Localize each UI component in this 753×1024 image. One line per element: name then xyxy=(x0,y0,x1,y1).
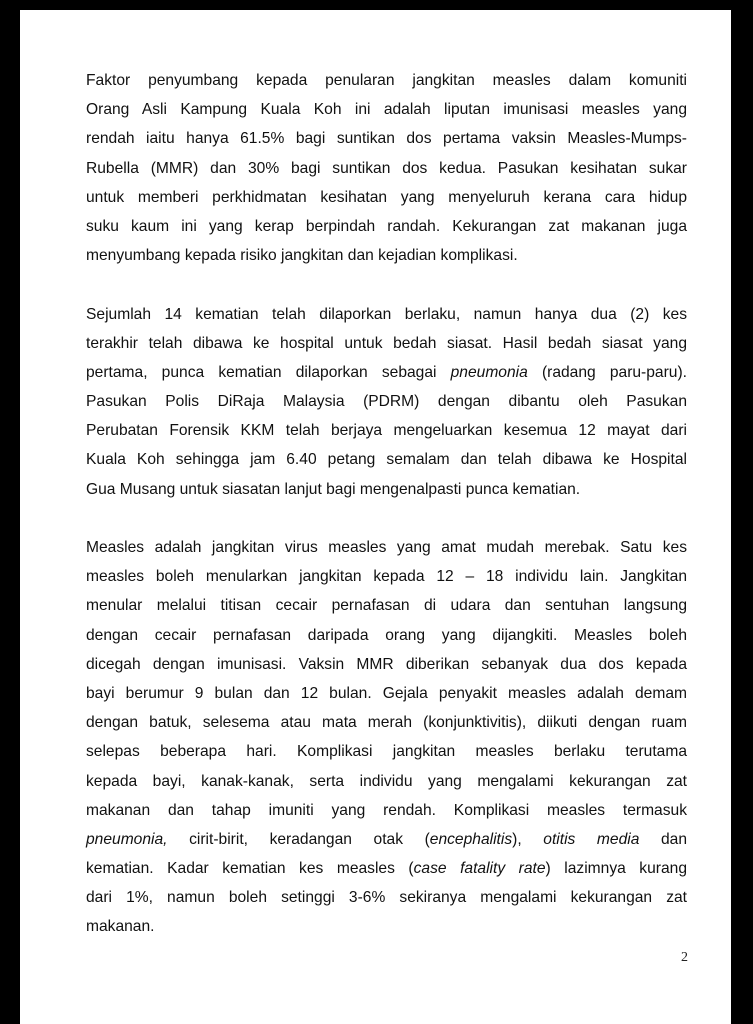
text-line xyxy=(86,737,687,766)
text-line xyxy=(86,241,687,270)
text-segment: makanan dan tahap imuniti yang rendah. Komplikasi measles termasuk xyxy=(86,801,687,819)
text-line xyxy=(86,124,687,153)
italic-term: otitis media xyxy=(543,830,640,848)
text-segment: cirit-birit, keradangan otak ( xyxy=(167,830,430,848)
text-line xyxy=(86,66,687,95)
text-segment: terakhir telah dibawa ke hospital untuk bedah siasat. Hasil bedah siasat yang xyxy=(86,334,687,352)
page-number: 2 xyxy=(681,950,688,965)
text-segment: Kuala Koh sehingga jam 6.40 petang semalam dan telah dibawa ke Hospital xyxy=(86,451,687,469)
text-segment: pertama, punca kematian dilaporkan sebagai xyxy=(86,363,451,381)
text-line xyxy=(86,621,687,650)
text-line xyxy=(86,679,687,708)
text-segment: menyumbang kepada risiko jangkitan dan kejadian komplikasi. xyxy=(86,247,518,265)
italic-term: case fatality rate xyxy=(413,860,546,878)
text-segment: kematian. Kadar kematian kes measles ( xyxy=(86,860,414,878)
paragraph-1 xyxy=(86,66,687,270)
text-segment: rendah iaitu hanya 61.5% bagi suntikan dos pertama vaksin Measles-Mumps- xyxy=(86,130,687,148)
text-line xyxy=(86,650,687,679)
text-line xyxy=(86,825,687,854)
text-segment: kepada bayi, kanak-kanak, serta individu yang mengalami kekurangan zat xyxy=(86,772,687,790)
text-segment: ), xyxy=(512,830,544,848)
text-line xyxy=(86,387,687,416)
text-line xyxy=(86,796,687,825)
text-segment: Faktor penyumbang kepada penularan jangkitan measles dalam komuniti xyxy=(86,72,687,89)
text-segment: Orang Asli Kampung Kuala Koh ini adalah liputan imunisasi measles yang xyxy=(86,101,687,119)
italic-term: pneumonia xyxy=(450,363,528,381)
document-body xyxy=(86,66,687,942)
text-segment: menular melalui titisan cecair pernafasan di udara dan sentuhan langsung xyxy=(86,597,687,615)
text-line xyxy=(86,212,687,241)
italic-term: encephalitis xyxy=(429,830,513,848)
text-line xyxy=(86,767,687,796)
text-segment: Pasukan Polis DiRaja Malaysia (PDRM) dengan dibantu oleh Pasukan xyxy=(86,393,687,411)
text-segment: Measles adalah jangkitan virus measles yang amat mudah merebak. Satu kes xyxy=(86,539,687,556)
text-segment: selepas beberapa hari. Komplikasi jangkitan measles berlaku terutama xyxy=(86,743,687,761)
text-line xyxy=(86,329,687,358)
paragraph-2 xyxy=(86,300,687,504)
text-segment: ) lazimnya kurang xyxy=(545,860,687,878)
text-line xyxy=(86,358,687,387)
text-segment: Gua Musang untuk siasatan lanjut bagi mengenalpasti punca kematian. xyxy=(86,480,581,498)
text-segment: Sejumlah 14 kematian telah dilaporkan berlaku, namun hanya dua (2) kes xyxy=(86,305,687,323)
text-segment: suku kaum ini yang kerap berpindah randah. Kekurangan zat makanan juga xyxy=(86,217,687,235)
paragraph-3 xyxy=(86,533,687,942)
text-line xyxy=(86,416,687,445)
text-segment: bayi berumur 9 bulan dan 12 bulan. Gejala penyakit measles adalah demam xyxy=(86,684,687,702)
text-line xyxy=(86,475,687,504)
text-line xyxy=(86,883,687,912)
text-line xyxy=(86,912,687,941)
text-segment: measles boleh menularkan jangkitan kepada 12 – 18 individu lain. Jangkitan xyxy=(86,568,687,586)
document-page xyxy=(20,10,731,1024)
text-line xyxy=(86,445,687,474)
text-line xyxy=(86,533,687,562)
text-line xyxy=(86,854,687,883)
text-segment: Perubatan Forensik KKM telah berjaya mengeluarkan kesemua 12 mayat dari xyxy=(86,422,687,440)
text-line xyxy=(86,154,687,183)
text-line xyxy=(86,95,687,124)
text-line xyxy=(86,708,687,737)
text-segment: dari 1%, namun boleh setinggi 3-6% sekiranya mengalami kekurangan zat xyxy=(86,889,687,907)
text-line xyxy=(86,591,687,620)
text-segment: untuk memberi perkhidmatan kesihatan yang menyeluruh kerana cara hidup xyxy=(86,188,687,206)
text-line xyxy=(86,300,687,329)
text-segment: makanan. xyxy=(86,918,155,936)
text-segment: dan xyxy=(639,830,687,848)
text-segment: dengan cecair pernafasan daripada orang yang dijangkiti. Measles boleh xyxy=(86,626,687,644)
text-segment: (radang paru-paru). xyxy=(527,363,687,381)
text-line xyxy=(86,562,687,591)
text-segment: dengan batuk, selesema atau mata merah (konjunktivitis), diikuti dengan ruam xyxy=(86,714,687,732)
text-segment: Rubella (MMR) dan 30% bagi suntikan dos kedua. Pasukan kesihatan sukar xyxy=(86,159,687,177)
italic-term: pneumonia, xyxy=(86,830,168,848)
text-segment: dicegah dengan imunisasi. Vaksin MMR diberikan sebanyak dua dos kepada xyxy=(86,655,687,673)
text-line xyxy=(86,183,687,212)
